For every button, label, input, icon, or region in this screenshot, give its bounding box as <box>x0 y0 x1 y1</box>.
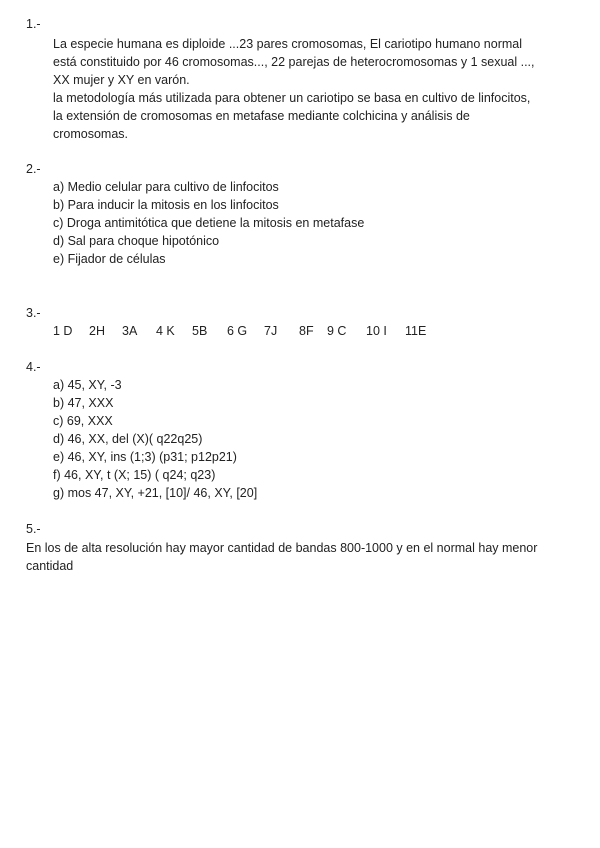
q3-answer: 9 C <box>327 324 347 338</box>
q2-item: d) Sal para choque hipotónico <box>53 234 220 248</box>
q3-answer: 2H <box>89 324 105 338</box>
q3-answer: 7J <box>264 324 278 338</box>
q4-item: g) mos 47, XY, +21, [10]/ 46, XY, [20] <box>53 486 258 500</box>
q3-answer: 1 D <box>53 324 73 338</box>
q1-answer <box>53 35 573 143</box>
q4-item: b) 47, XXX <box>53 396 114 410</box>
q3-answer: 6 G <box>227 324 248 338</box>
q1-line: XX mujer y XY en varón. <box>53 73 190 87</box>
q4-item: c) 69, XXX <box>53 414 113 428</box>
q2-item: c) Droga antimitótica que detiene la mitosis en metafase <box>53 216 365 230</box>
q3-answer: 10 I <box>366 324 387 338</box>
q1-line: cromosomas. <box>53 127 129 141</box>
q3-answer: 5B <box>192 324 208 338</box>
q2-item: a) Medio celular para cultivo de linfocitos <box>53 180 279 194</box>
q1-line: La especie humana es diploide ...23 pares cromosomas, El cariotipo humano normal <box>53 37 523 51</box>
q5-line: cantidad <box>26 559 74 573</box>
q1-line: la metodología más utilizada para obtener un cariotipo se basa en cultivo de linfocitos, <box>53 91 531 105</box>
q5-answer <box>26 539 586 575</box>
q3-number: 3.- <box>26 306 41 320</box>
q4-number: 4.- <box>26 360 41 374</box>
q5-number: 5.- <box>26 522 41 536</box>
q2-item: b) Para inducir la mitosis en los linfocitos <box>53 198 279 212</box>
q4-answer-list <box>53 376 573 502</box>
q4-item: f) 46, XY, t (X; 15) ( q24; q23) <box>53 468 216 482</box>
q2-number: 2.- <box>26 162 41 176</box>
q1-line: está constituido por 46 cromosomas..., 22 parejas de heterocromosomas y 1 sexual ..., <box>53 55 535 69</box>
q3-answer: 3A <box>122 324 138 338</box>
q4-item: a) 45, XY, -3 <box>53 378 122 392</box>
q1-line: la extensión de cromosomas en metafase mediante colchicina y análisis de <box>53 109 470 123</box>
q1-number: 1.- <box>26 17 41 31</box>
q4-item: e) 46, XY, ins (1;3) (p31; p12p21) <box>53 450 237 464</box>
q4-item: d) 46, XX, del (X)( q22q25) <box>53 432 203 446</box>
q2-answer-list <box>53 178 573 268</box>
q3-answer: 4 K <box>156 324 175 338</box>
q2-item: e) Fijador de células <box>53 252 166 266</box>
q5-line: En los de alta resolución hay mayor cantidad de bandas 800-1000 y en el normal hay menor <box>26 541 538 555</box>
q3-answer: 11E <box>405 324 427 338</box>
q3-answer: 8F <box>299 324 314 338</box>
